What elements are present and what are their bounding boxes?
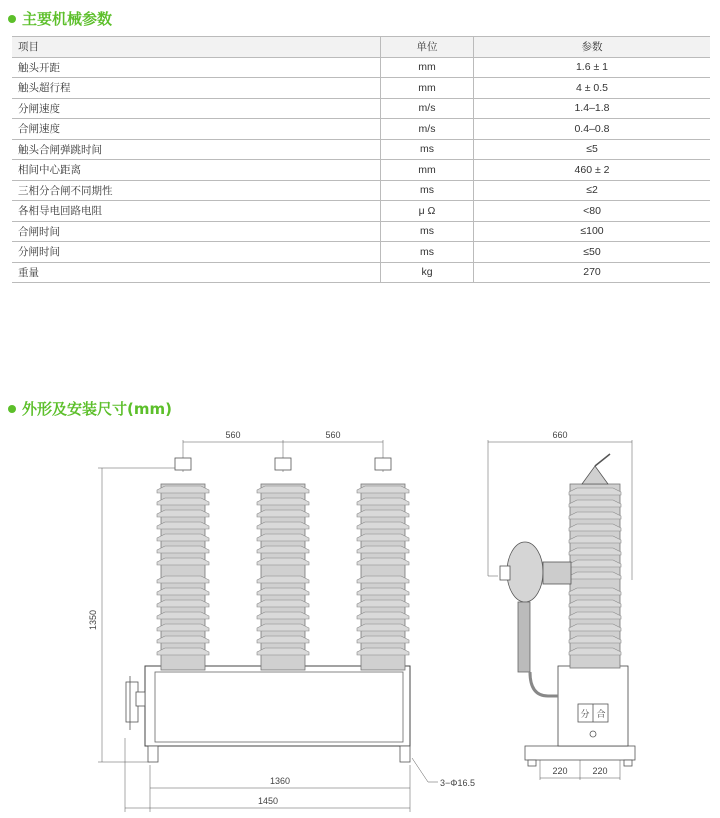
dims-title-text: 外形及安装尺寸(mm) xyxy=(22,400,172,418)
label-close: 合 xyxy=(596,709,606,719)
cell-value: 1.4–1.8 xyxy=(474,98,711,119)
bullet-dot-icon xyxy=(8,15,16,23)
table-row xyxy=(12,78,710,99)
table-row xyxy=(12,221,710,242)
table-row xyxy=(12,119,710,140)
cell-value: 270 xyxy=(474,262,711,283)
side-view xyxy=(488,440,635,780)
cell-unit: ms xyxy=(381,180,474,201)
dim-side-base-left: 220 xyxy=(552,766,568,776)
header-unit: 单位 xyxy=(381,37,474,58)
dim-side-base-right: 220 xyxy=(592,766,608,776)
cell-value: 4 ± 0.5 xyxy=(474,78,711,99)
table-row xyxy=(12,160,710,181)
header-value: 参数 xyxy=(474,37,711,58)
header-item: 项目 xyxy=(12,37,381,58)
cell-unit: ms xyxy=(381,221,474,242)
table-row xyxy=(12,139,710,160)
cell-unit: kg xyxy=(381,262,474,283)
table-row xyxy=(12,201,710,222)
pole-2 xyxy=(257,458,309,670)
cell-item: 触头开距 xyxy=(12,57,381,78)
cell-unit: m/s xyxy=(381,98,474,119)
cell-unit: mm xyxy=(381,160,474,181)
table-row xyxy=(12,57,710,78)
cell-item: 合闸时间 xyxy=(12,221,381,242)
cell-item: 触头合闸弹跳时间 xyxy=(12,139,381,160)
dimension-drawing xyxy=(0,420,720,818)
cell-item: 三相分合闸不同期性 xyxy=(12,180,381,201)
cell-value: 1.6 ± 1 xyxy=(474,57,711,78)
label-open: 分 xyxy=(580,709,590,719)
cell-item: 合闸速度 xyxy=(12,119,381,140)
cell-unit: μ Ω xyxy=(381,201,474,222)
table-row xyxy=(12,262,710,283)
front-view xyxy=(98,440,438,812)
dims-section-title xyxy=(8,398,172,419)
cell-value: ≤2 xyxy=(474,180,711,201)
dim-height: 1350 xyxy=(88,609,98,631)
cell-value: ≤50 xyxy=(474,242,711,263)
cell-unit: ms xyxy=(381,139,474,160)
cell-value: ≤100 xyxy=(474,221,711,242)
cell-value: 0.4–0.8 xyxy=(474,119,711,140)
dim-total-width: 1450 xyxy=(257,796,279,806)
table-row xyxy=(12,98,710,119)
dim-pole-spacing-1: 560 xyxy=(225,430,241,440)
cell-item: 分闸时间 xyxy=(12,242,381,263)
cell-item: 触头超行程 xyxy=(12,78,381,99)
dim-side-depth: 660 xyxy=(552,430,568,440)
cell-item: 相间中心距离 xyxy=(12,160,381,181)
mechanical-params-table xyxy=(12,36,710,283)
params-section-title xyxy=(8,8,112,29)
dim-mount-spacing: 1360 xyxy=(269,776,291,786)
dim-mount-holes: 3−Φ16.5 xyxy=(440,778,475,788)
cell-unit: ms xyxy=(381,242,474,263)
pole-1 xyxy=(157,458,209,670)
cell-value: 460 ± 2 xyxy=(474,160,711,181)
params-title-text: 主要机械参数 xyxy=(22,10,113,28)
bullet-dot-icon xyxy=(8,405,16,413)
table-row xyxy=(12,180,710,201)
cell-item: 各相导电回路电阻 xyxy=(12,201,381,222)
dim-pole-spacing-2: 560 xyxy=(325,430,341,440)
cell-item: 重量 xyxy=(12,262,381,283)
cell-value: <80 xyxy=(474,201,711,222)
pole-3 xyxy=(357,458,409,670)
cell-unit: m/s xyxy=(381,119,474,140)
cell-value: ≤5 xyxy=(474,139,711,160)
table-row xyxy=(12,242,710,263)
cell-unit: mm xyxy=(381,57,474,78)
table-header-row xyxy=(12,37,710,58)
cell-item: 分闸速度 xyxy=(12,98,381,119)
cell-unit: mm xyxy=(381,78,474,99)
